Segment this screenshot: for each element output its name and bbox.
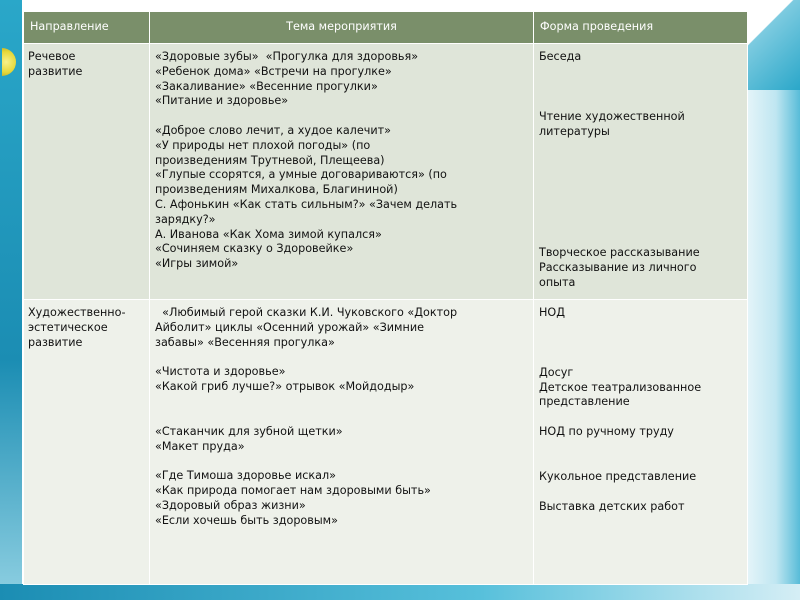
topic-line: произведениям Михалкова, Благининой) (155, 183, 398, 197)
form-line: Чтение художественной (539, 109, 685, 123)
topic-line: «Какой гриб лучше?» отрывок «Мойдодыр» (155, 380, 415, 394)
topic-line: «Если хочешь быть здоровым» (155, 513, 338, 527)
topic-line: «У природы нет плохой погоды» (по (155, 138, 371, 152)
topic-line: произведениям Трутневой, Плещеева) (155, 153, 385, 167)
topic-line: «Здоровые зубы» «Прогулка для здоровья» (155, 50, 419, 63)
yellow-circle-decoration (2, 48, 16, 76)
topic-line: Айболит» циклы «Осенний урожай» «Зимние (155, 320, 424, 334)
table-row (24, 44, 748, 300)
topic-line: «Ребенок дома» «Встречи на прогулке» (155, 64, 392, 78)
direction-text: Художественно- (28, 306, 126, 319)
header-topic: Тема мероприятия (150, 12, 534, 44)
topic-line: «Чистота и здоровье» (155, 365, 286, 379)
form-line: Беседа (539, 50, 582, 63)
topic-line: «Как природа помогает нам здоровыми быть» (155, 484, 431, 498)
form-line: Детское театрализованное (539, 380, 702, 394)
header-direction: Направление (24, 12, 150, 44)
form-cell (534, 44, 748, 300)
form-line: НОД по ручному труду (539, 425, 674, 439)
topic-line: «Сочиняем сказку о Здоровейке» (155, 242, 354, 256)
activity-table (23, 11, 748, 585)
direction-text: эстетическое (28, 320, 108, 334)
topic-cell (150, 300, 534, 585)
form-line: Творческое рассказывание (539, 246, 700, 260)
direction-cell (24, 44, 150, 300)
table-header-row (24, 12, 748, 44)
form-cell (534, 300, 748, 585)
topic-line: «Питание и здоровье» (155, 94, 289, 108)
topic-line: «Любимый герой сказки К.И. Чуковского «Доктор (155, 306, 458, 319)
header-form: Форма проведения (534, 12, 748, 44)
topic-line: С. Афонькин «Как стать сильным?» «Зачем делать (155, 198, 458, 212)
form-line: Досуг (539, 365, 574, 379)
topic-line: «Макет пруда» (155, 439, 245, 453)
form-line: Рассказывание из личного (539, 261, 697, 275)
slide-left-decoration (0, 0, 22, 600)
form-line: Выставка детских работ (539, 499, 685, 513)
topic-line: «Закаливание» «Весенние прогулки» (155, 79, 378, 93)
topic-line: забавы» «Весенняя прогулка» (155, 335, 335, 349)
topic-line: зарядку?» (155, 212, 216, 226)
topic-cell (150, 44, 534, 300)
table-row (24, 300, 748, 585)
direction-cell (24, 300, 150, 585)
slide-bottom-decoration (0, 584, 800, 600)
direction-text: развитие (28, 64, 83, 78)
direction-text: Речевое (28, 50, 76, 63)
form-line: НОД (539, 306, 565, 319)
form-line: опыта (539, 275, 576, 289)
topic-line: «Глупые ссорятся, а умные договариваются» (по (155, 168, 447, 182)
topic-line: А. Иванова «Как Хома зимой купался» (155, 227, 382, 241)
form-line: литературы (539, 124, 610, 138)
topic-line: «Здоровый образ жизни» (155, 499, 306, 513)
form-line: Кукольное представление (539, 469, 697, 483)
form-line: представление (539, 395, 630, 409)
direction-text: развитие (28, 335, 83, 349)
topic-line: «Игры зимой» (155, 257, 239, 271)
slide-right-decoration (740, 0, 800, 600)
topic-line: «Где Тимоша здоровье искал» (155, 469, 337, 483)
topic-line: «Стаканчик для зубной щетки» (155, 424, 343, 438)
topic-line: «Доброе слово лечит, а худое калечит» (155, 124, 391, 138)
